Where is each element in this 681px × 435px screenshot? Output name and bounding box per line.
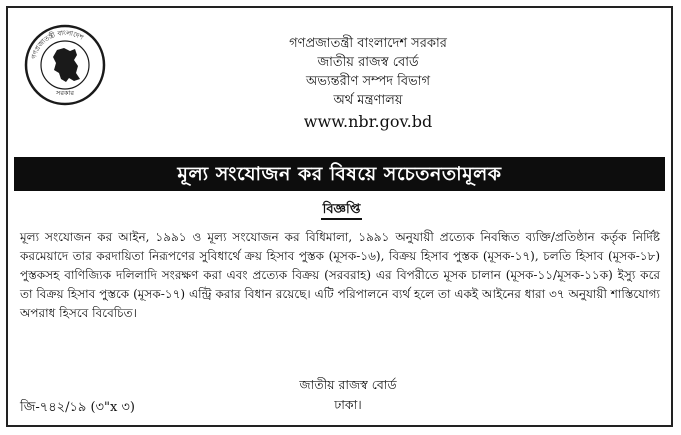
signature-org: জাতীয় রাজস্ব বোর্ড (299, 377, 397, 392)
header-line-division: অভ্যন্তরীণ সম্পদ বিভাগ (305, 74, 431, 89)
reference-code: জি-৭৪২/১৯ (৩"x ৩) (20, 400, 135, 415)
seal-bottom-text: সরকার (56, 89, 74, 97)
website-url: www.nbr.gov.bd (303, 112, 433, 131)
signature-city: ঢাকা। (334, 397, 362, 412)
notice-frame (6, 6, 673, 427)
notice-title (8, 198, 675, 220)
header-line-board: জাতীয় রাজস্ব বোর্ড (317, 55, 419, 70)
seal-ring-text: গণপ্রজাতন্ত্রী বাংলাদেশ (29, 28, 85, 60)
header-line-government: গণপ্রজাতন্ত্রী বাংলাদেশ সরকার (289, 36, 447, 51)
notice-body: মূল্য সংযোজন কর আইন, ১৯৯১ ও মূল্য সংযোজন কর বিধিমালা, ১৯৯১ অনুযায়ী প্রত্যেক নিবন্ধিত ব্যক্তি/প্রতিষ্ঠান কর্তৃক নির্দিষ্ট করমেয়াদে তার করদায়িতা নিরূপণের সুবিধার্থে ক্রয় হিসাব পুস্তক (মূসক-১৬), বিক্রয় হিসাব পুস্তক (মূসক-১৭), চলতি হিসাব (মূসক-১৮) পুস্তকসহ বাণিজ্যিক দলিলাদি সংরক্ষণ করা এবং প্রত্যেক বিক্রয় (সরবরাহ) এর বিপরীতে মূসক চালান (মূসক-১১/মূসক-১১ক) ইস্যু করে তা বিক্রয় হিসাব পুস্তকে (মূসক-১৭) এন্ট্রি করার বিধান রয়েছে। এটি পরিপালনে ব্যর্থ হলে তা একই আইনের ধারা ৩৭ অনুযায়ী শাস্তিযোগ্য অপরাধ হিসবে বিবেচিত। (20, 230, 660, 320)
signature-block (158, 375, 538, 415)
header-line-ministry: অর্থ মন্ত্রণালয় (333, 93, 403, 108)
awareness-banner: মূল্য সংযোজন কর বিষয়ে সচেতনতামূলক (14, 157, 665, 191)
issuer-header (158, 34, 578, 133)
government-seal (24, 24, 106, 106)
notice-title-text: বিজ্ঞপ্তি (321, 201, 363, 220)
